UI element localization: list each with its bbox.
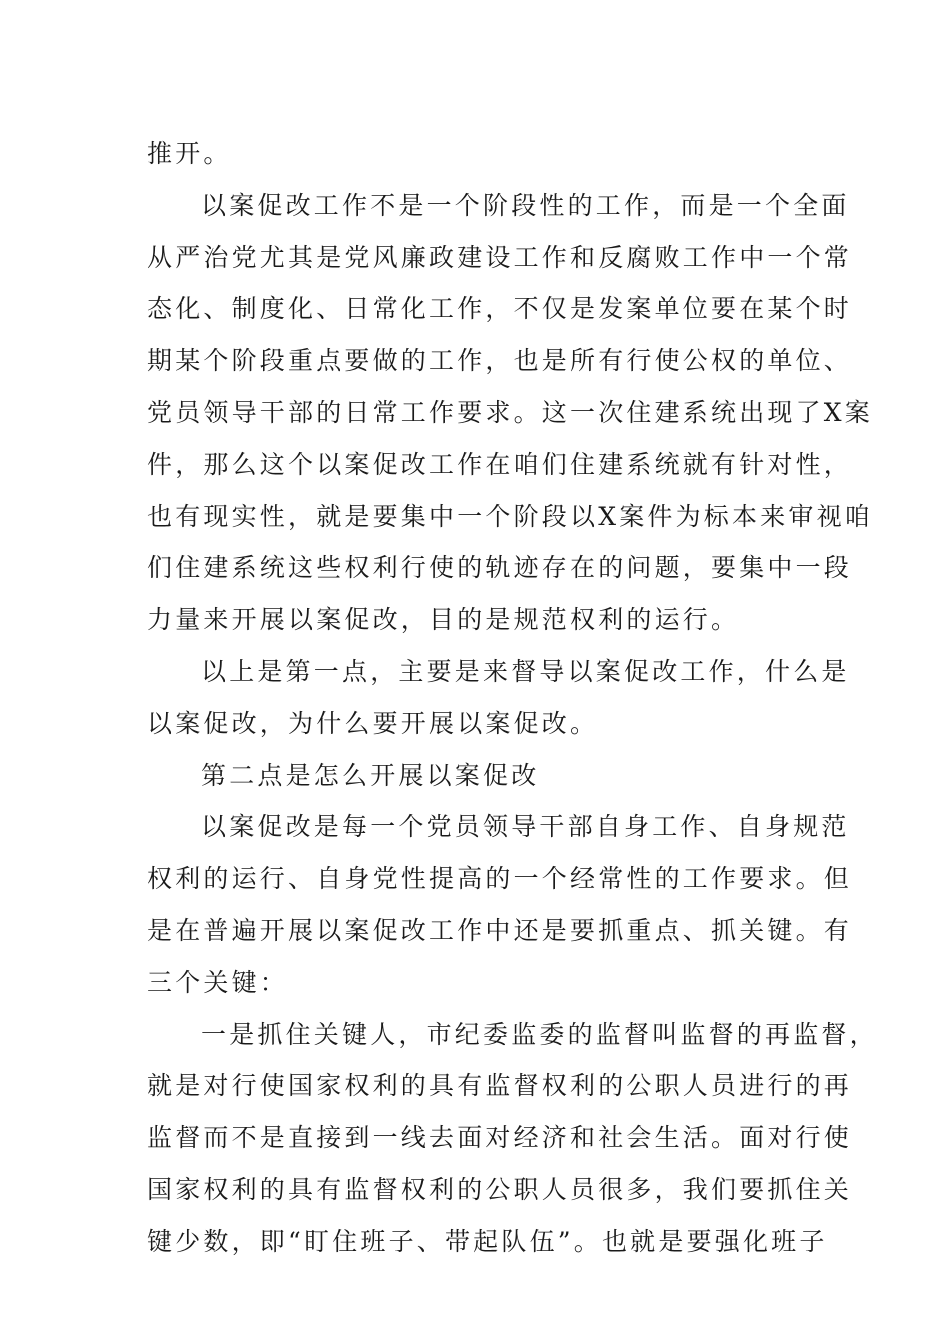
text-line: 党员领导干部的日常工作要求。这一次住建系统出现了X案 (147, 397, 874, 427)
text-line: 以案促改是每一个党员领导干部自身工作、自身规范 (201, 812, 850, 842)
text-line: 三个关键： (147, 967, 289, 997)
text-line: 件，那么这个以案促改工作在咱们住建系统就有针对性， (147, 449, 853, 479)
text-line: 键少数，即“盯住班子、带起队伍”。也就是要强化班子 (147, 1226, 828, 1256)
text-line: 是在普遍开展以案促改工作中还是要抓重点、抓关键。有 (147, 915, 853, 945)
text-line: 就是对行使国家权利的具有监督权利的公职人员进行的再 (147, 1071, 853, 1101)
text-line: 也有现实性，就是要集中一个阶段以X案件为标本来审视咱 (147, 501, 874, 531)
text-line: 力量来开展以案促改，目的是规范权利的运行。 (147, 605, 740, 635)
text-line: 态化、制度化、日常化工作，不仅是发案单位要在某个时 (147, 294, 853, 324)
text-line: 以案促改，为什么要开展以案促改。 (147, 708, 599, 738)
text-line: 监督而不是直接到一线去面对经济和社会生活。面对行使 (147, 1123, 853, 1153)
text-line: 从严治党尤其是党风廉政建设工作和反腐败工作中一个常 (147, 242, 853, 272)
text-line: 期某个阶段重点要做的工作，也是所有行使公权的单位、 (147, 346, 853, 376)
text-line: 国家权利的具有监督权利的公职人员很多，我们要抓住关 (147, 1174, 853, 1204)
text-line: 们住建系统这些权利行使的轨迹存在的问题，要集中一段 (147, 553, 853, 583)
text-line: 一是抓住关键人，市纪委监委的监督叫监督的再监督， (201, 1019, 878, 1049)
section-heading: 第二点是怎么开展以案促改 (201, 760, 540, 790)
document-body (147, 128, 878, 1268)
text-line: 以案促改工作不是一个阶段性的工作，而是一个全面 (201, 190, 850, 220)
text-line: 推开。 (147, 139, 232, 168)
text-line: 以上是第一点，主要是来督导以案促改工作，什么是 (201, 656, 850, 686)
text-line: 权利的运行、自身党性提高的一个经常性的工作要求。但 (147, 864, 853, 894)
